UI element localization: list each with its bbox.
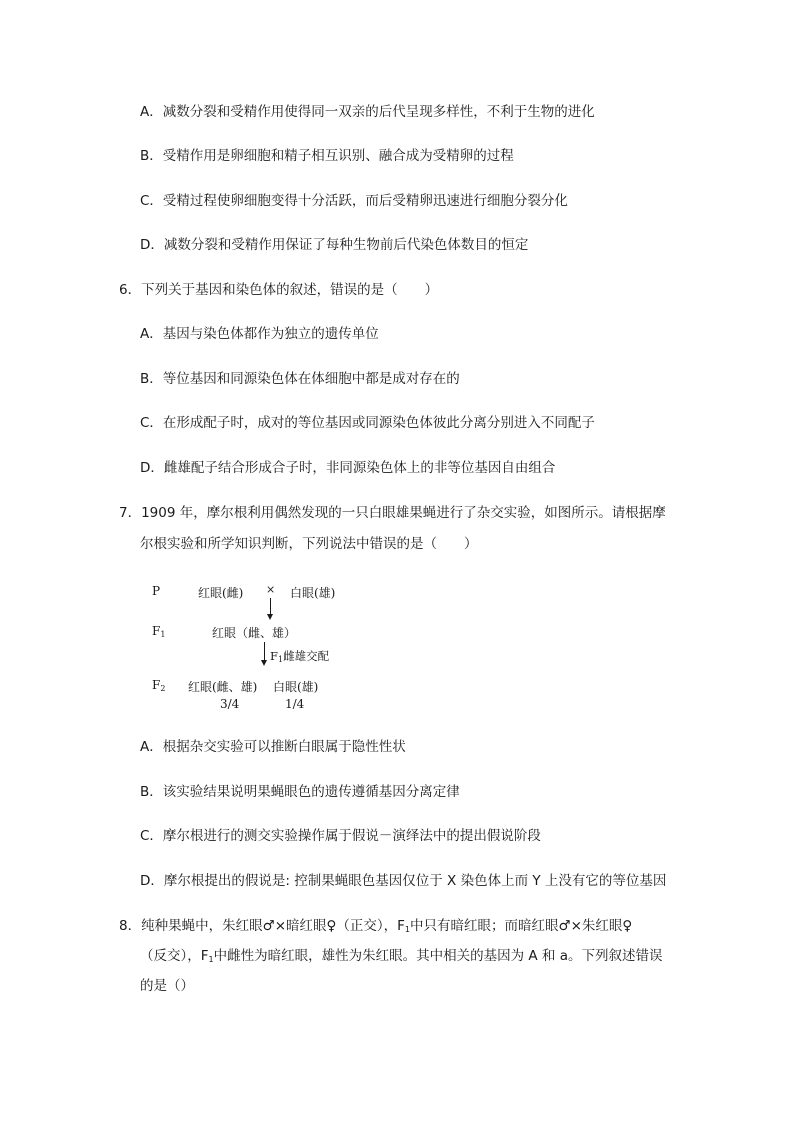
f1-generation-label: $F_1$: [152, 624, 166, 639]
arrow-to-f2-line: [264, 642, 265, 660]
q5-option-c: C．受精过程使卵细胞变得十分活跃，而后受精卵迅速进行细胞分裂分化: [140, 193, 568, 209]
arrow-to-f1-line: [270, 598, 271, 614]
q6-stem: 6．下列关于基因和染色体的叙述，错误的是（ ）: [119, 282, 439, 298]
p-male-phenotype: 白眼(雄): [290, 586, 336, 600]
q5-option-b: B．受精作用是卵细胞和精子相互识别、融合成为受精卵的过程: [140, 148, 514, 164]
q7-option-d: D．摩尔根提出的假说是: 控制果蝇眼色基因仅位于 X 染色体上而 Y 上没有它的等位基因: [140, 873, 667, 889]
q6-option-a: A．基因与染色体都作为独立的遗传单位: [140, 326, 379, 342]
p-generation-label: P: [152, 584, 161, 598]
q8-stem-line2: （反交），$F_1$中雌性为暗红眼，雄性为朱红眼。其中相关的基因为 A 和 a。下列叙述错误: [140, 948, 663, 964]
q5-option-a: A．减数分裂和受精作用使得同一双亲的后代呈现多样性，不利于生物的进化: [140, 104, 595, 120]
q7-option-b: B．该实验结果说明果蝇眼色的遗传遵循基因分离定律: [140, 784, 460, 800]
f1-mating-label: $F_1$雌雄交配: [270, 649, 330, 664]
cross-symbol: ×: [266, 583, 276, 596]
q8-stem-line1: 8．纯种果蝇中，朱红眼♂×暗红眼♀（正交），$F_1$中只有暗红眼；而暗红眼♂×朱红眼♀: [119, 918, 633, 934]
cross-diagram: [140, 578, 500, 718]
f2-generation-label: $F_2$: [152, 678, 166, 693]
arrow-to-f2-head: [261, 660, 267, 666]
f1-phenotype: 红眼（雌、雄）: [212, 626, 297, 640]
q5-option-d: D．减数分裂和受精作用保证了每种生物前后代染色体数目的恒定: [140, 237, 529, 253]
q7-option-c: C．摩尔根进行的测交实验操作属于假说－演绎法中的提出假说阶段: [140, 828, 541, 844]
q6-option-c: C．在形成配子时，成对的等位基因或同源染色体彼此分离分别进入不同配子: [140, 415, 595, 431]
q7-option-a: A．根据杂交实验可以推断白眼属于隐性性状: [140, 739, 406, 755]
arrow-to-f1-head: [267, 614, 273, 620]
f2-white-eye-ratio: 1/4: [285, 697, 305, 711]
p-female-phenotype: 红眼(雌): [198, 586, 244, 600]
f2-white-eye-phenotype: 白眼(雄): [273, 680, 319, 694]
f2-red-eye-ratio: 3/4: [220, 697, 240, 711]
q7-stem-line1: 7．1909 年，摩尔根利用偶然发现的一只白眼雄果蝇进行了杂交实验，如图所示。请根据摩: [119, 505, 666, 521]
q6-option-d: D．雌雄配子结合形成合子时，非同源染色体上的非等位基因自由组合: [140, 460, 556, 476]
q7-stem-line2: 尔根实验和所学知识判断，下列说法中错误的是（ ）: [140, 536, 478, 552]
q8-stem-line3: 的是（）: [140, 978, 194, 994]
q6-option-b: B．等位基因和同源染色体在体细胞中都是成对存在的: [140, 371, 460, 387]
f2-red-eye-phenotype: 红眼(雌、雄): [188, 680, 258, 694]
